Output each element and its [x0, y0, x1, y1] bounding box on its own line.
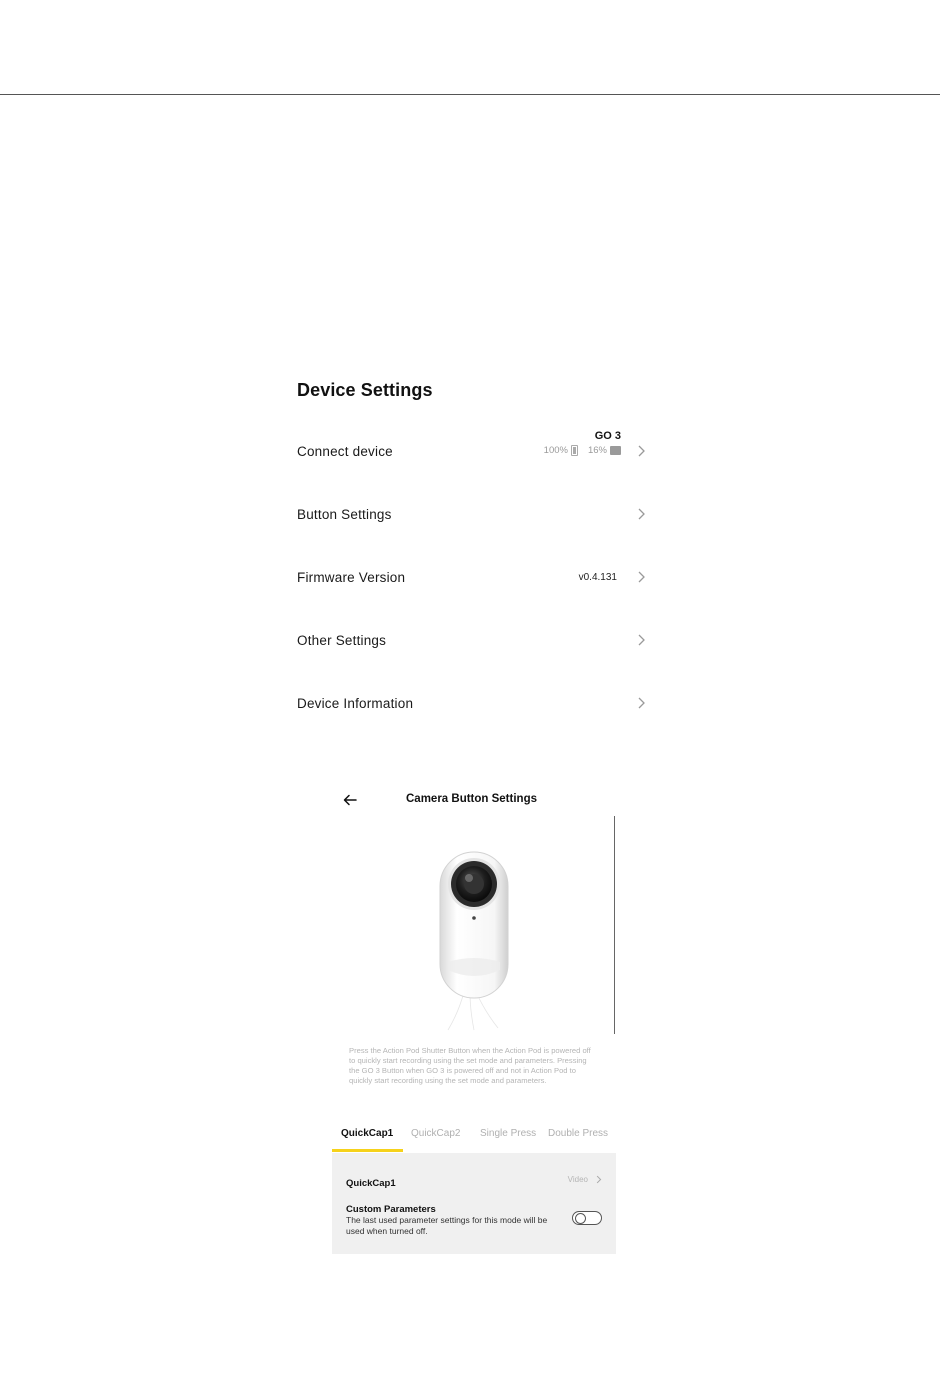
device-information-row[interactable] — [297, 688, 649, 718]
chevron-right-icon — [633, 632, 649, 648]
tab-double-press[interactable]: Double Press — [548, 1128, 609, 1139]
page-title: Device Settings — [297, 380, 433, 400]
quickcap-label: QuickCap1 — [346, 1178, 396, 1189]
chevron-right-icon — [593, 1174, 604, 1185]
custom-parameters-toggle[interactable] — [572, 1211, 602, 1225]
chevron-right-icon — [633, 506, 649, 522]
connect-device-row[interactable] — [297, 430, 649, 466]
button-description: Press the Action Pod Shutter Button when the Action Pod is powered off to quickly start recording using the set mode and parameters. Pressing the GO 3 Button when GO 3 is powered off and not in Action Pod to quickly start recording using the set mode and parameters. — [349, 1046, 591, 1085]
press-mode-tabs — [332, 1126, 616, 1154]
device-settings-panel — [297, 380, 657, 711]
active-tab-indicator — [332, 1149, 403, 1152]
scroll-divider — [614, 816, 615, 1034]
tab-single-press[interactable]: Single Press — [480, 1128, 537, 1139]
battery-level: 100% — [543, 445, 568, 456]
camera-button-settings-screen — [332, 782, 616, 1254]
chevron-right-icon — [633, 443, 649, 459]
camera-illustration — [412, 842, 532, 1032]
battery-icon — [571, 445, 578, 456]
tab-quickcap1[interactable]: QuickCap1 — [341, 1128, 394, 1139]
device-stats — [544, 445, 621, 456]
row-label: Firmware Version — [297, 569, 406, 585]
sd-card-icon — [610, 446, 621, 455]
chevron-right-icon — [633, 569, 649, 585]
back-arrow-icon[interactable] — [342, 792, 358, 808]
row-label: Device Information — [297, 695, 414, 711]
button-settings-row[interactable] — [297, 499, 649, 529]
tab-quickcap2[interactable]: QuickCap2 — [411, 1128, 461, 1139]
quickcap-mode-row[interactable] — [346, 1173, 604, 1187]
screen-title: Camera Button Settings — [406, 793, 537, 805]
quickcap-mode-value: Video — [567, 1175, 588, 1184]
row-label: Button Settings — [297, 506, 392, 522]
row-label: Other Settings — [297, 632, 387, 648]
storage-level: 16% — [587, 445, 607, 456]
firmware-version-row[interactable] — [297, 562, 649, 592]
row-label: Connect device — [297, 443, 393, 459]
device-name: GO 3 — [594, 430, 621, 442]
settings-panel — [332, 1153, 616, 1254]
custom-parameters-title: Custom Parameters — [346, 1204, 436, 1215]
custom-parameters-description: The last used parameter settings for this mode will be used when turned off. — [346, 1215, 548, 1236]
chevron-right-icon — [633, 695, 649, 711]
device-status — [544, 430, 621, 456]
top-divider — [0, 94, 940, 95]
firmware-version-value: v0.4.131 — [578, 571, 617, 583]
toggle-knob — [575, 1213, 586, 1224]
other-settings-row[interactable] — [297, 625, 649, 655]
header — [332, 790, 616, 812]
